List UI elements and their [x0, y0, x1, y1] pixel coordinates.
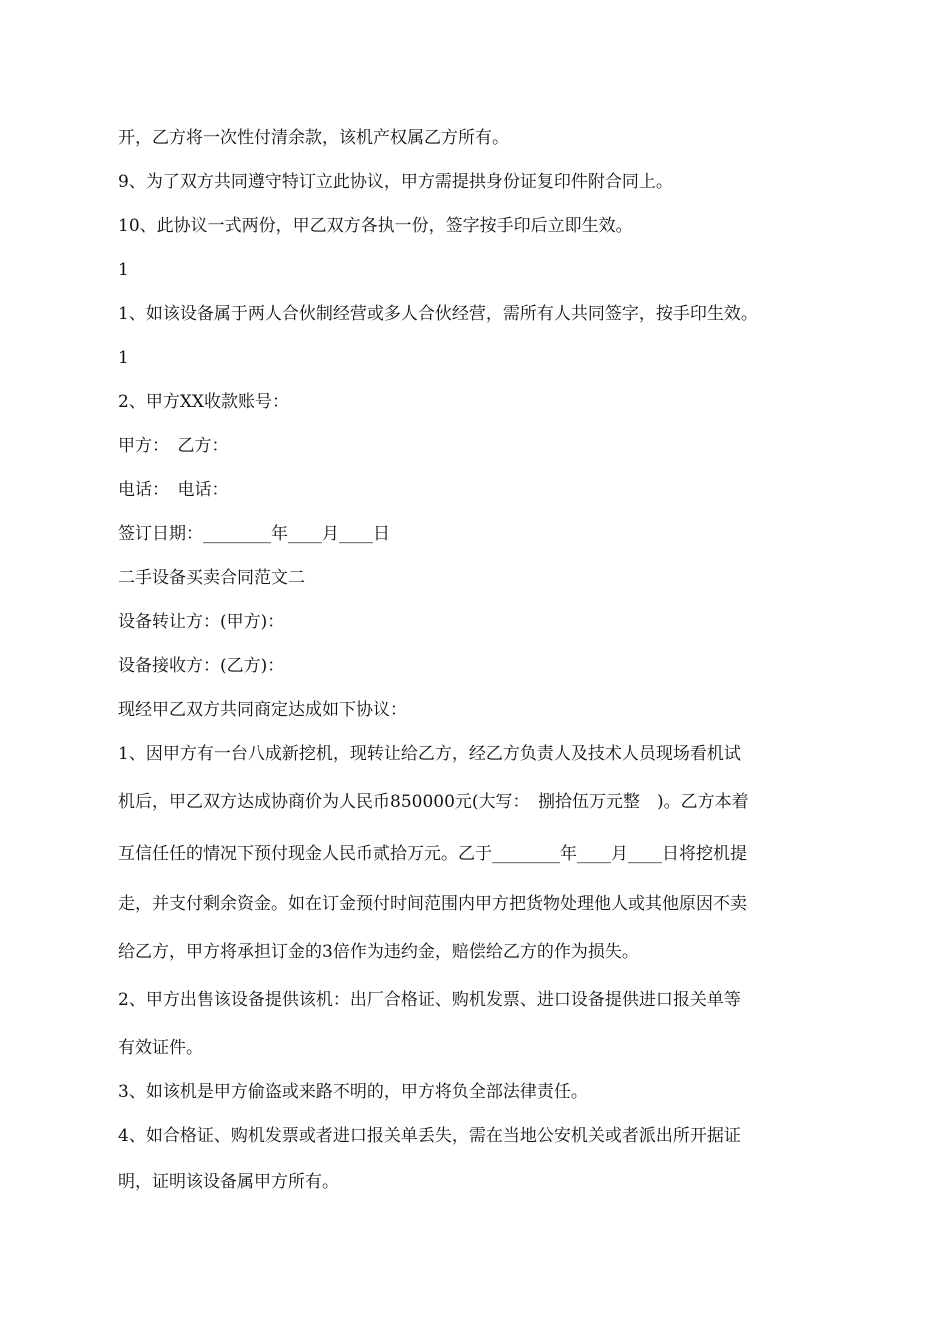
text-line: 走，并支付剩余资金。如在订金预付时间范围内甲方把货物处理他人或其他原因不卖	[118, 894, 747, 914]
text-line: 有效证件。	[118, 1038, 203, 1058]
text-line: 给乙方，甲方将承担订金的3倍作为违约金，赔偿给乙方的作为损失。	[118, 942, 639, 962]
text-line: 1、如该设备属于两人合伙制经营或多人合伙经营，需所有人共同签字，按手印生效。	[118, 304, 758, 324]
text-line: 1	[118, 260, 129, 280]
text-line: 1	[118, 348, 129, 368]
text-line: 开，乙方将一次性付清余款，该机产权属乙方所有。	[118, 128, 509, 148]
text-line: 3、如该机是甲方偷盗或来路不明的，甲方将负全部法律责任。	[118, 1082, 588, 1102]
text-line: 1、因甲方有一台八成新挖机，现转让给乙方，经乙方负责人及技术人员现场看机试	[118, 744, 741, 764]
text-line: 签订日期：________年____月____日	[118, 524, 390, 544]
text-line: 电话： 电话：	[118, 480, 229, 500]
text-line: 现经甲乙双方共同商定达成如下协议：	[118, 700, 407, 720]
text-line: 互信任任的情况下预付现金人民币贰拾万元。乙于________年____月____日将挖机提	[118, 844, 747, 864]
text-line: 2、甲方出售该设备提供该机：出厂合格证、购机发票、进口设备提供进口报关单等	[118, 990, 741, 1010]
text-line: 9、为了双方共同遵守特订立此协议，甲方需提拱身份证复印件附合同上。	[118, 172, 673, 192]
section-heading: 二手设备买卖合同范文二	[118, 568, 305, 588]
text-line: 4、如合格证、购机发票或者进口报关单丢失，需在当地公安机关或者派出所开据证	[118, 1126, 741, 1146]
text-line: 10、此协议一式两份，甲乙双方各执一份，签字按手印后立即生效。	[118, 216, 633, 236]
text-line: 2、甲方XX收款账号：	[118, 392, 290, 412]
text-line: 设备转让方：(甲方)：	[118, 612, 285, 632]
text-line: 机后，甲乙双方达成协商价为人民币850000元(大写： 捌拾伍万元整 )。乙方本着	[118, 792, 749, 812]
text-line: 设备接收方：(乙方)：	[118, 656, 285, 676]
text-line: 甲方： 乙方：	[118, 436, 229, 456]
text-line: 明，证明该设备属甲方所有。	[118, 1172, 339, 1192]
